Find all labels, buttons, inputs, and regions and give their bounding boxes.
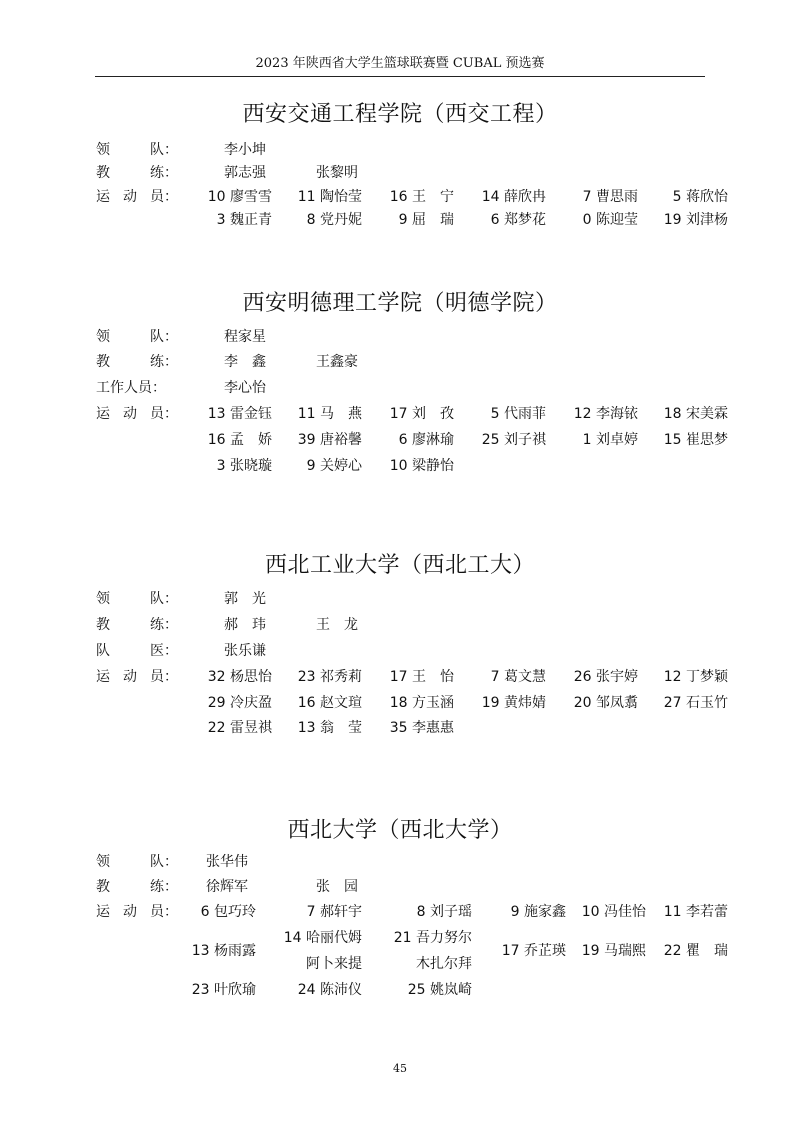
coach-name: 郝 玮 <box>224 617 266 633</box>
running-header: 2023 年陕西省大学生篮球联赛暨 CUBAL 预选赛 <box>255 56 545 71</box>
player-entry: 19 黄炜婧 <box>481 695 546 711</box>
player-entry: 6 包巧玲 <box>200 904 256 920</box>
coach-name: 李 鑫 <box>224 354 266 370</box>
player-entry: 8 刘子瑶 <box>416 904 472 920</box>
player-entry: 39 唐裕馨 <box>297 432 362 448</box>
leader-name: 张华伟 <box>206 854 248 870</box>
coach-name: 王 龙 <box>316 617 358 633</box>
athletes-label: 运 动 员： <box>96 669 178 685</box>
player-entry: 29 冷庆盈 <box>207 695 272 711</box>
player-entry: 5 蒋欣怡 <box>672 189 728 205</box>
player-entry: 22 雷昱祺 <box>207 720 272 736</box>
player-entry: 13 雷金钰 <box>207 406 272 422</box>
player-entry: 16 孟 娇 <box>207 432 272 448</box>
player-entry: 14 薛欣冉 <box>481 189 546 205</box>
player-entry: 7 曹思雨 <box>582 189 638 205</box>
coach-label: 教 练： <box>96 617 178 633</box>
leader-label: 领 队： <box>96 329 178 345</box>
player-entry: 18 宋美霖 <box>663 406 728 422</box>
leader-label: 领 队： <box>96 142 178 158</box>
coach-name: 张黎明 <box>316 165 358 181</box>
player-entry: 5 代雨菲 <box>490 406 546 422</box>
staff-label: 工作人员： <box>96 380 166 396</box>
player-entry: 23 叶欣瑜 <box>191 982 256 998</box>
athletes-label: 运 动 员： <box>96 406 178 422</box>
player-entry: 22 瞿 瑞 <box>663 943 728 959</box>
player-entry: 11 陶怡莹 <box>297 189 362 205</box>
player-entry: 20 邹凤翥 <box>573 695 638 711</box>
player-entry: 10 冯佳怡 <box>581 904 646 920</box>
leader-name: 郭 光 <box>224 591 266 607</box>
player-entry: 7 葛文慧 <box>490 669 546 685</box>
player-entry: 14 哈丽代姆 <box>283 930 362 946</box>
doctor-label: 队 医： <box>96 643 178 659</box>
athletes-label: 运 动 员： <box>96 189 178 205</box>
player-entry: 17 乔芷瑛 <box>501 943 566 959</box>
page-number: 45 <box>393 1062 407 1075</box>
player-entry: 16 赵文瑄 <box>297 695 362 711</box>
team-title: 西北工业大学（西北工大） <box>264 553 535 578</box>
coach-label: 教 练： <box>96 165 178 181</box>
player-entry: 6 廖淋瑜 <box>398 432 454 448</box>
player-entry: 12 李海铱 <box>573 406 638 422</box>
coach-name: 张 园 <box>316 879 358 895</box>
player-entry: 9 施家鑫 <box>510 904 566 920</box>
team-title: 西安明德理工学院（明德学院） <box>242 291 558 316</box>
header-rule <box>95 76 705 77</box>
player-entry: 3 魏正青 <box>216 212 272 228</box>
player-entry: 8 党丹妮 <box>306 212 362 228</box>
player-entry: 23 祁秀莉 <box>297 669 362 685</box>
player-entry: 9 关婷心 <box>306 458 362 474</box>
player-entry-continued: 木扎尔拜 <box>416 956 472 972</box>
leader-label: 领 队： <box>96 854 178 870</box>
leader-name: 程家星 <box>224 329 266 345</box>
player-entry: 7 郝轩宇 <box>306 904 362 920</box>
player-entry: 9 屈 瑞 <box>398 212 454 228</box>
coach-name: 郭志强 <box>224 165 266 181</box>
player-entry: 26 张宇婷 <box>573 669 638 685</box>
player-entry: 25 刘子祺 <box>481 432 546 448</box>
coach-label: 教 练： <box>96 354 178 370</box>
coach-name: 徐辉军 <box>206 879 248 895</box>
leader-name: 李小坤 <box>224 142 266 158</box>
player-entry: 16 王 宁 <box>389 189 454 205</box>
coach-name: 王鑫豪 <box>316 354 358 370</box>
player-entry: 10 梁静怡 <box>389 458 454 474</box>
doctor-name: 张乐谦 <box>224 643 266 659</box>
player-entry: 35 李惠惠 <box>389 720 454 736</box>
player-entry: 18 方玉涵 <box>389 695 454 711</box>
player-entry: 11 李若蕾 <box>663 904 728 920</box>
player-entry: 24 陈沛仪 <box>297 982 362 998</box>
player-entry: 13 杨雨露 <box>191 943 256 959</box>
player-entry: 15 崔思梦 <box>663 432 728 448</box>
team-title: 西安交通工程学院（西交工程） <box>242 102 558 127</box>
player-entry: 10 廖雪雪 <box>207 189 272 205</box>
coach-label: 教 练： <box>96 879 178 895</box>
player-entry: 6 郑梦花 <box>490 212 546 228</box>
team-title: 西北大学（西北大学） <box>287 818 513 843</box>
athletes-label: 运 动 员： <box>96 904 178 920</box>
player-entry: 13 翁 莹 <box>297 720 362 736</box>
player-entry: 19 刘津杨 <box>663 212 728 228</box>
player-entry: 1 刘卓婷 <box>582 432 638 448</box>
staff-name: 李心怡 <box>224 380 266 396</box>
player-entry: 17 刘 孜 <box>389 406 454 422</box>
player-entry: 17 王 怡 <box>389 669 454 685</box>
player-entry: 19 马瑞熙 <box>581 943 646 959</box>
leader-label: 领 队： <box>96 591 178 607</box>
player-entry: 11 马 燕 <box>297 406 362 422</box>
player-entry-continued: 阿卜来提 <box>306 956 362 972</box>
player-entry: 21 吾力努尔 <box>393 930 472 946</box>
player-entry: 0 陈迎莹 <box>582 212 638 228</box>
player-entry: 3 张晓璇 <box>216 458 272 474</box>
player-entry: 27 石玉竹 <box>663 695 728 711</box>
player-entry: 12 丁梦颖 <box>663 669 728 685</box>
player-entry: 32 杨思怡 <box>207 669 272 685</box>
player-entry: 25 姚岚崎 <box>407 982 472 998</box>
